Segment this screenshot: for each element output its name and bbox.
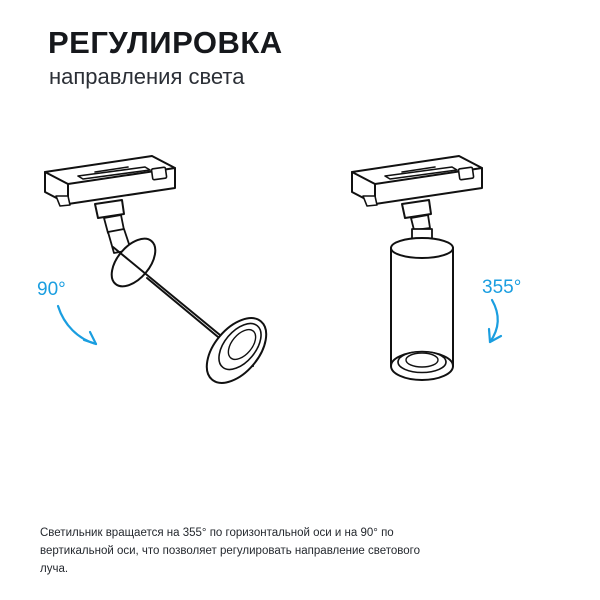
- footnote-text: Светильник вращается на 355° по горизонтальной оси и на 90° по вертикальной оси, что позволяет регулировать направление светового луча.: [40, 527, 420, 575]
- track-rail-left: [45, 156, 175, 206]
- tilt-arrow-left: [58, 306, 96, 344]
- mount-bracket-right: [402, 200, 431, 230]
- track-rail-right: [352, 156, 482, 206]
- right-angle-label: 355°: [482, 277, 522, 298]
- diagram-svg: [0, 110, 600, 470]
- left-figure: [37, 156, 278, 394]
- mount-bracket-left: [95, 200, 124, 233]
- rotate-arrow-right: [489, 300, 501, 342]
- page-subtitle: направления света: [49, 64, 245, 89]
- left-angle-label: 90°: [37, 279, 66, 300]
- lamp-body-left: [103, 231, 278, 394]
- lamp-body-right: [391, 238, 453, 380]
- right-figure: [352, 156, 521, 380]
- diagram-area: [0, 110, 600, 470]
- page-title: РЕГУЛИРОВКА: [48, 25, 283, 60]
